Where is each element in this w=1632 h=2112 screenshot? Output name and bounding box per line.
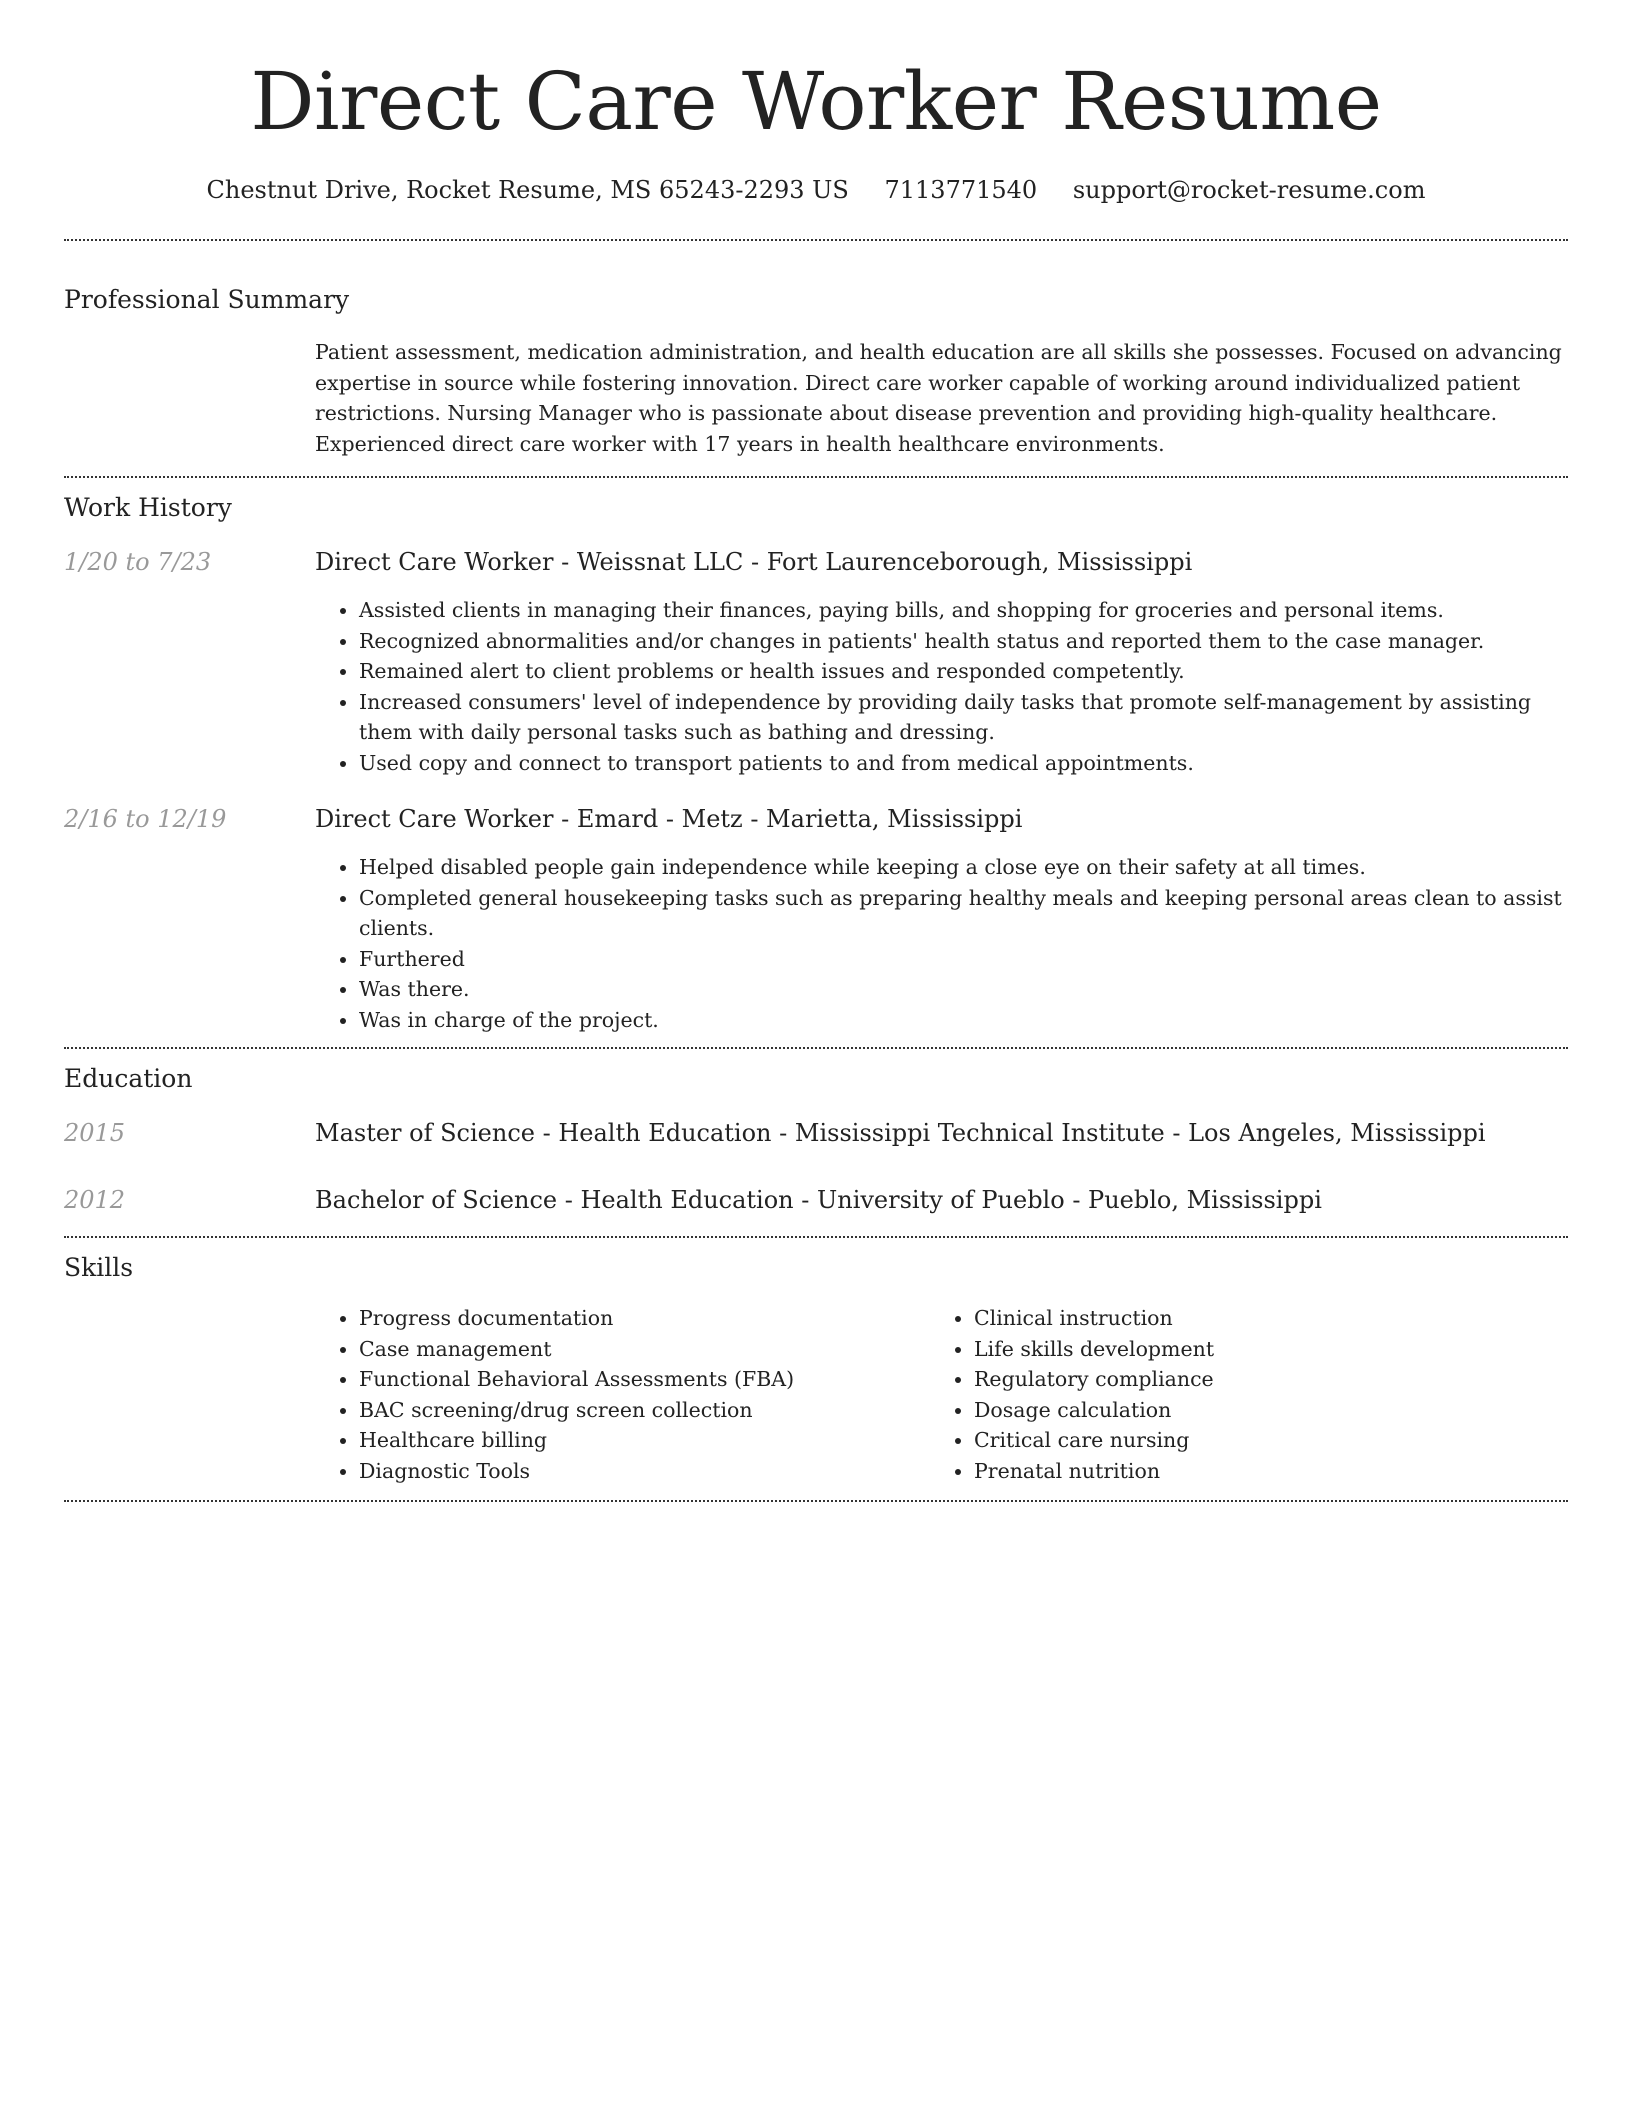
degree-name: Bachelor of Science - Health Education xyxy=(315,1186,794,1214)
section-divider xyxy=(64,1236,1568,1238)
job-dates: 2/16 to 12/19 xyxy=(64,805,227,833)
school-info: - University of Pueblo - Pueblo, Mississippi xyxy=(793,1186,1322,1214)
skills-column-left xyxy=(315,1303,930,1486)
job-dates: 1/20 to 7/23 xyxy=(64,548,212,576)
skills-columns xyxy=(315,1303,1568,1486)
work-history-section xyxy=(64,491,1568,1047)
job-bullets xyxy=(315,595,1568,778)
resume-page xyxy=(64,0,1568,1502)
resume-title: Direct Care Worker Resume xyxy=(250,55,1382,148)
list-item: • Helped disabled people gain independence while keeping a close eye on their safety at all times. xyxy=(359,852,1568,883)
education-section xyxy=(64,1062,1568,1217)
job-entry xyxy=(64,545,1568,778)
contact-phone: 7113771540 xyxy=(884,176,1038,204)
contact-email: support@rocket-resume.com xyxy=(1072,176,1426,204)
education-details xyxy=(315,1116,1568,1150)
skill-item: • Progress documentation xyxy=(359,1303,930,1334)
list-item: • Remained alert to client problems or health issues and responded competently. xyxy=(359,656,1568,687)
section-divider xyxy=(64,1047,1568,1049)
education-heading: Education xyxy=(64,1064,193,1093)
list-item: • Increased consumers' level of independence by providing daily tasks that promote self-management by assisting them with daily personal tasks such as bathing and dressing. xyxy=(359,687,1568,748)
job-bullets xyxy=(315,852,1568,1035)
skill-item: • Diagnostic Tools xyxy=(359,1456,930,1487)
education-year: 2015 xyxy=(64,1119,126,1147)
summary-section xyxy=(64,283,1568,459)
skill-item: • Clinical instruction xyxy=(974,1303,1545,1334)
skill-item: • Life skills development xyxy=(974,1334,1545,1365)
list-item: • Was in charge of the project. xyxy=(359,1005,1568,1036)
skill-item: • Critical care nursing xyxy=(974,1425,1545,1456)
list-item: • Recognized abnormalities and/or changes in patients' health status and reported them to the case manager. xyxy=(359,626,1568,657)
section-divider xyxy=(64,1500,1568,1502)
skill-item: • Healthcare billing xyxy=(359,1425,930,1456)
skills-column-right xyxy=(930,1303,1545,1486)
job-heading: Direct Care Worker - Emard - Metz - Marietta, Mississippi xyxy=(315,805,1023,833)
skill-item: • Prenatal nutrition xyxy=(974,1456,1545,1487)
list-item: • Was there. xyxy=(359,974,1568,1005)
skill-item: • Case management xyxy=(359,1334,930,1365)
contact-address: Chestnut Drive, Rocket Resume, MS 65243-2293 US xyxy=(206,176,849,204)
education-year: 2012 xyxy=(64,1186,126,1214)
skills-list xyxy=(315,1303,930,1486)
skills-section xyxy=(64,1251,1568,1486)
job-details xyxy=(315,545,1568,778)
skills-list xyxy=(930,1303,1545,1486)
skill-item: • Dosage calculation xyxy=(974,1395,1545,1426)
education-details xyxy=(315,1183,1568,1217)
skill-item: • BAC screening/drug screen collection xyxy=(359,1395,930,1426)
contact-line xyxy=(64,174,1568,206)
education-entry xyxy=(64,1183,1568,1217)
education-entry xyxy=(64,1116,1568,1150)
list-item: • Used copy and connect to transport patients to and from medical appointments. xyxy=(359,748,1568,779)
section-divider xyxy=(64,476,1568,478)
job-entry xyxy=(64,802,1568,1047)
degree-name: Master of Science - Health Education xyxy=(315,1119,772,1147)
job-heading: Direct Care Worker - Weissnat LLC - Fort Laurenceborough, Mississippi xyxy=(315,548,1193,576)
section-divider xyxy=(64,239,1568,241)
school-info: - Mississippi Technical Institute - Los Angeles, Mississippi xyxy=(771,1119,1486,1147)
job-details xyxy=(315,802,1568,1047)
list-item: • Completed general housekeeping tasks such as preparing healthy meals and keeping personal areas clean to assist clients. xyxy=(359,883,1568,944)
list-item: • Furthered xyxy=(359,944,1568,975)
summary-text: Patient assessment, medication administration, and health education are all skills she possesses. Focused on advancing expertise in source while fostering innovation. Direct care worker capable of working around individualized patient restrictions. Nursing Manager who is passionate about disease prevention and providing high-quality healthcare. Experienced direct care worker with 17 years in health healthcare environments. xyxy=(315,340,1562,456)
skill-item: • Regulatory compliance xyxy=(974,1364,1545,1395)
summary-heading: Professional Summary xyxy=(64,285,350,314)
skills-heading: Skills xyxy=(64,1253,134,1282)
skill-item: • Functional Behavioral Assessments (FBA) xyxy=(359,1364,930,1395)
work-history-heading: Work History xyxy=(64,493,232,522)
list-item: • Assisted clients in managing their finances, paying bills, and shopping for groceries and personal items. xyxy=(359,595,1568,626)
